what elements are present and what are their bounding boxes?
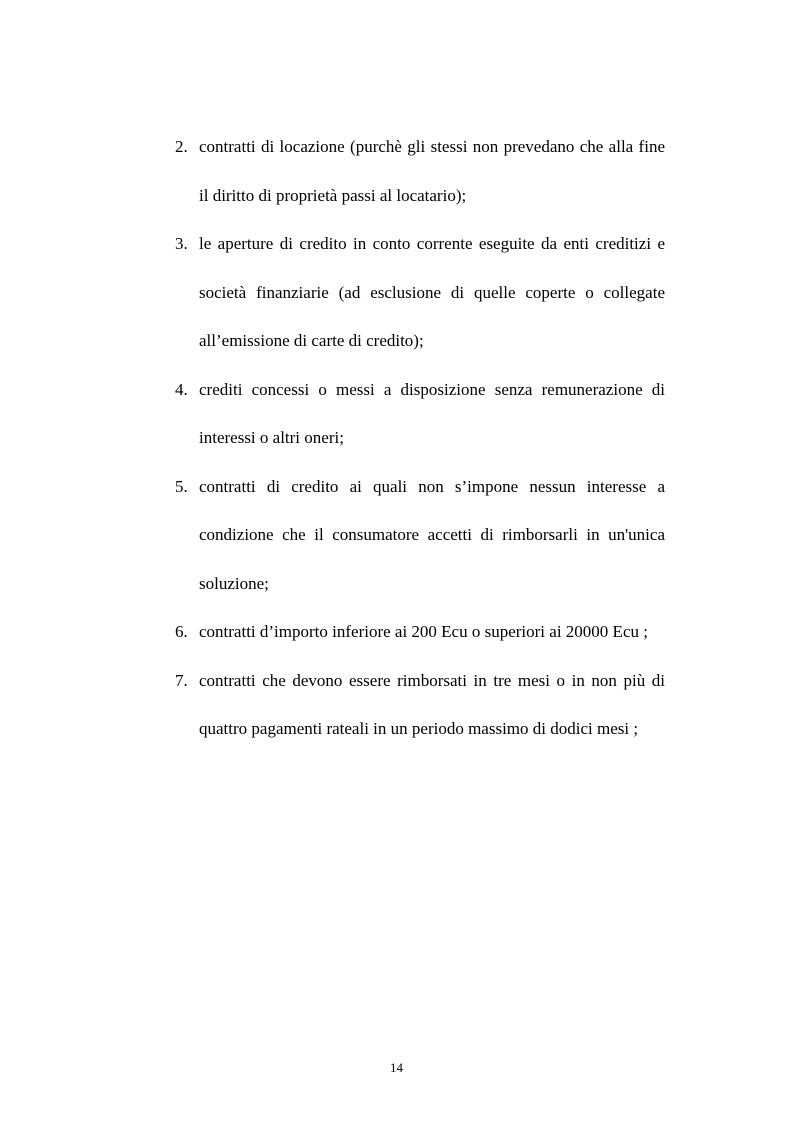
list-item-text: contratti che devono essere rimborsati in tre mesi o in non più di quattro pagamenti rateali in un periodo massimo di dodici mesi ; (199, 670, 665, 738)
list-item-number: 5. (175, 476, 188, 496)
list-item-5 (175, 463, 665, 609)
page-number: 14 (390, 1060, 403, 1075)
list-item-3 (175, 220, 665, 366)
list-item-text: le aperture di credito in conto corrente eseguite da enti creditizi e società finanziarie (ad esclusione di quelle coperte o collegate all’emissione di carte di credito); (199, 234, 665, 350)
list-item-text: contratti di credito ai quali non s’impone nessun interesse a condizione che il consumatore accetti di rimborsarli in un'unica soluzione; (199, 476, 665, 593)
list-item-number: 6. (175, 622, 188, 641)
list-item-text: contratti d’importo inferiore ai 200 Ecu o superiori ai 20000 Ecu ; (199, 622, 648, 641)
list-item-4 (175, 366, 665, 463)
numbered-list (175, 123, 665, 754)
list-item-text: crediti concessi o messi a disposizione senza remunerazione di interessi o altri oneri; (199, 379, 665, 447)
list-item-2 (175, 123, 665, 220)
list-item-text: contratti di locazione (purchè gli stessi non prevedano che alla fine il diritto di proprietà passi al locatario); (199, 137, 665, 205)
list-item-number: 4. (175, 379, 188, 399)
list-item-number: 2. (175, 137, 188, 156)
list-item-number: 3. (175, 234, 188, 253)
list-item-6 (175, 608, 665, 657)
list-item-number: 7. (175, 670, 188, 690)
list-item-7 (175, 657, 665, 754)
